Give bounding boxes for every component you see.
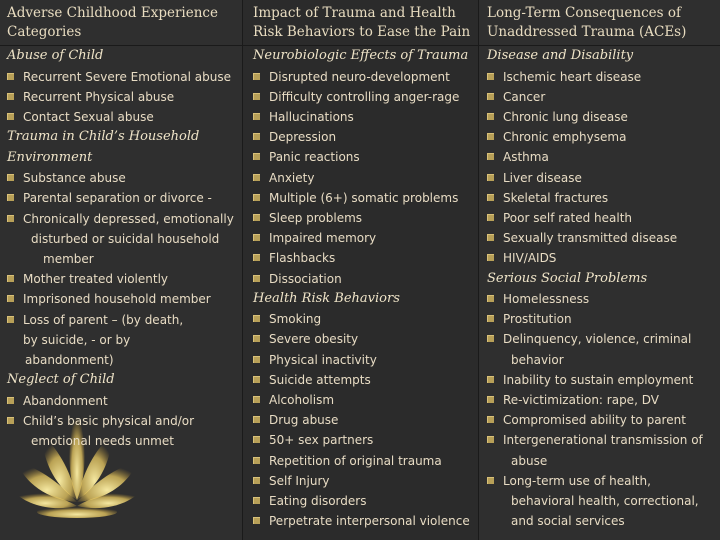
list-item — [487, 127, 716, 147]
square-bullet-icon — [253, 93, 260, 100]
square-bullet-icon — [253, 174, 260, 181]
square-bullet-icon — [487, 194, 494, 201]
square-bullet-icon — [7, 316, 14, 323]
square-bullet-icon — [487, 295, 494, 302]
square-bullet-icon — [253, 254, 260, 261]
section-title: Serious Social Problems — [487, 270, 648, 286]
square-bullet-icon — [7, 73, 14, 80]
item-text: Abandonment — [23, 393, 108, 408]
square-bullet-icon — [487, 254, 494, 261]
item-text: Suicide attempts — [269, 372, 371, 387]
square-bullet-icon — [7, 275, 14, 282]
item-text: Prostitution — [503, 312, 572, 327]
item-text: Perpetrate interpersonal violence — [269, 514, 470, 529]
list-item — [253, 370, 475, 390]
item-text: Self Injury — [269, 473, 330, 488]
list-item — [7, 107, 239, 127]
square-bullet-icon — [253, 73, 260, 80]
item-text: Contact Sexual abuse — [23, 109, 154, 124]
square-bullet-icon — [253, 335, 260, 342]
list-item — [253, 451, 475, 471]
bullet-list — [253, 309, 475, 531]
list-item — [253, 491, 475, 511]
square-bullet-icon — [487, 376, 494, 383]
square-bullet-icon — [487, 315, 494, 322]
section-title-line: Trauma in Child’s Household — [7, 129, 200, 145]
square-bullet-icon — [487, 113, 494, 120]
item-text: Alcoholism — [269, 393, 335, 408]
square-bullet-icon — [487, 436, 494, 443]
item-text: Long-term use of health, — [503, 473, 651, 488]
header-line: Categories — [7, 24, 82, 40]
item-text: Depression — [269, 130, 337, 145]
list-item — [487, 309, 716, 329]
square-bullet-icon — [253, 436, 260, 443]
square-bullet-icon — [253, 194, 260, 201]
header-line: Adverse Childhood Experience — [7, 5, 218, 21]
square-bullet-icon — [253, 517, 260, 524]
item-text-continued: abuse — [511, 453, 548, 468]
list-item — [487, 208, 716, 228]
list-item — [253, 208, 475, 228]
list-item — [253, 127, 475, 147]
item-text: Panic reactions — [269, 150, 360, 165]
square-bullet-icon — [487, 234, 494, 241]
item-text: Impaired memory — [269, 231, 377, 246]
square-bullet-icon — [253, 376, 260, 383]
header-line: Unaddressed Trauma (ACEs) — [487, 24, 687, 40]
square-bullet-icon — [7, 113, 14, 120]
item-text-continued: and social services — [511, 514, 625, 529]
list-item — [7, 188, 239, 208]
list-item — [487, 370, 716, 390]
square-bullet-icon — [7, 417, 14, 424]
bullet-list — [7, 168, 239, 370]
column-header — [243, 0, 479, 46]
item-text: Substance abuse — [23, 171, 126, 186]
section-title — [7, 127, 239, 168]
list-item — [253, 147, 475, 167]
item-text: Repetition of original trauma — [269, 453, 442, 468]
list-item — [487, 289, 716, 309]
column-adverse-experiences — [0, 0, 243, 540]
item-text: Delinquency, violence, criminal — [503, 332, 692, 347]
item-text: Smoking — [269, 312, 322, 327]
list-item — [253, 511, 475, 531]
list-item — [7, 289, 239, 309]
list-item — [253, 410, 475, 430]
item-text-continued: abandonment) — [25, 352, 114, 367]
square-bullet-icon — [253, 214, 260, 221]
column-header — [0, 0, 243, 46]
square-bullet-icon — [253, 416, 260, 423]
square-bullet-icon — [487, 335, 494, 342]
column-impact-of-trauma — [243, 0, 479, 540]
item-text: HIV/AIDS — [503, 251, 557, 266]
item-text: Difficulty controlling anger-rage — [269, 89, 460, 104]
square-bullet-icon — [253, 234, 260, 241]
item-text: Sexually transmitted disease — [503, 231, 678, 246]
square-bullet-icon — [487, 396, 494, 403]
section-title: Abuse of Child — [7, 48, 104, 63]
square-bullet-icon — [7, 295, 14, 302]
square-bullet-icon — [253, 315, 260, 322]
list-item — [253, 248, 475, 268]
list-item — [253, 269, 475, 289]
item-text: Anxiety — [269, 170, 315, 185]
list-item — [253, 67, 475, 87]
square-bullet-icon — [487, 174, 494, 181]
list-item — [487, 410, 716, 430]
item-text: Chronic lung disease — [503, 109, 628, 124]
header-line: Long-Term Consequences of — [487, 5, 681, 21]
square-bullet-icon — [253, 356, 260, 363]
square-bullet-icon — [487, 73, 494, 80]
item-text: Chronic emphysema — [503, 130, 627, 145]
item-text: Dissociation — [269, 271, 342, 286]
item-text: Cancer — [503, 89, 546, 104]
item-text: Recurrent Severe Emotional abuse — [23, 69, 231, 84]
list-item — [253, 309, 475, 329]
list-item — [487, 471, 716, 532]
item-text-continued: disturbed or suicidal household — [31, 231, 220, 246]
item-text: Parental separation or divorce - — [23, 191, 212, 206]
square-bullet-icon — [253, 497, 260, 504]
header-line: Impact of Trauma and Health — [253, 5, 456, 21]
item-text: Homelessness — [503, 292, 590, 307]
item-text: Re-victimization: rape, DV — [503, 393, 659, 408]
square-bullet-icon — [487, 153, 494, 160]
square-bullet-icon — [7, 93, 14, 100]
list-item — [7, 209, 239, 270]
list-item — [487, 390, 716, 410]
square-bullet-icon — [487, 214, 494, 221]
square-bullet-icon — [253, 396, 260, 403]
square-bullet-icon — [487, 93, 494, 100]
section-title: Health Risk Behaviors — [253, 290, 400, 306]
item-text-continued: by suicide, - or by — [23, 332, 131, 347]
bullet-list — [487, 289, 716, 531]
list-item — [253, 390, 475, 410]
list-item — [487, 67, 716, 87]
bullet-list — [487, 67, 716, 269]
list-item — [7, 269, 239, 289]
list-item — [253, 350, 475, 370]
bullet-list — [253, 67, 475, 289]
square-bullet-icon — [253, 133, 260, 140]
list-item — [7, 87, 239, 107]
item-text: Multiple (6+) somatic problems — [269, 190, 459, 205]
item-text: Imprisoned household member — [23, 292, 211, 307]
item-text-continued: member — [43, 251, 94, 266]
header-line: Risk Behaviors to Ease the Pain — [253, 24, 471, 40]
item-text: Chronically depressed, emotionally — [23, 211, 234, 226]
list-item — [487, 248, 716, 268]
square-bullet-icon — [253, 477, 260, 484]
square-bullet-icon — [7, 397, 14, 404]
section-title: Disease and Disability — [487, 48, 634, 63]
item-text: Intergenerational transmission of — [503, 433, 703, 448]
list-item — [487, 147, 716, 167]
square-bullet-icon — [487, 477, 494, 484]
item-text: Sleep problems — [269, 210, 363, 225]
item-text: Drug abuse — [269, 413, 339, 428]
item-text: Flashbacks — [269, 251, 336, 266]
square-bullet-icon — [487, 133, 494, 140]
item-text: Skeletal fractures — [503, 190, 609, 205]
list-item — [487, 107, 716, 127]
column-header — [479, 0, 720, 46]
item-text: Recurrent Physical abuse — [23, 89, 175, 104]
item-text: 50+ sex partners — [269, 433, 374, 448]
list-item — [7, 168, 239, 188]
list-item — [253, 188, 475, 208]
column-long-term-consequences — [479, 0, 720, 540]
square-bullet-icon — [253, 457, 260, 464]
list-item — [7, 391, 239, 411]
item-text: Ischemic heart disease — [503, 69, 642, 84]
item-text-continued: emotional needs unmet — [31, 434, 174, 449]
square-bullet-icon — [7, 215, 14, 222]
list-item — [487, 87, 716, 107]
list-item — [253, 107, 475, 127]
section-title: Neglect of Child — [7, 372, 115, 388]
item-text-continued: behavioral health, correctional, — [511, 494, 699, 509]
list-item — [253, 87, 475, 107]
square-bullet-icon — [253, 153, 260, 160]
bullet-list — [7, 67, 239, 128]
square-bullet-icon — [253, 275, 260, 282]
item-text: Mother treated violently — [23, 272, 169, 287]
list-item — [487, 228, 716, 248]
item-text: Child’s basic physical and/or — [23, 413, 195, 428]
list-item — [7, 67, 239, 87]
item-text: Compromised ability to parent — [503, 413, 686, 428]
item-text: Physical inactivity — [269, 352, 377, 367]
list-item — [253, 471, 475, 491]
section-title: Neurobiologic Effects of Trauma — [253, 48, 469, 63]
bullet-list — [7, 391, 239, 452]
list-item — [487, 168, 716, 188]
list-item — [7, 411, 239, 451]
item-text-continued: behavior — [511, 352, 564, 367]
list-item — [487, 188, 716, 208]
list-item — [253, 430, 475, 450]
square-bullet-icon — [487, 416, 494, 423]
section-title-line: Environment — [7, 149, 93, 165]
square-bullet-icon — [253, 113, 260, 120]
list-item — [7, 310, 239, 371]
item-text: Loss of parent – (by death, — [23, 312, 184, 327]
list-item — [253, 329, 475, 349]
item-text: Poor self rated health — [503, 210, 633, 225]
item-text: Hallucinations — [269, 109, 354, 124]
list-item — [253, 168, 475, 188]
item-text: Severe obesity — [269, 332, 359, 347]
square-bullet-icon — [7, 174, 14, 181]
list-item — [253, 228, 475, 248]
item-text: Disrupted neuro-development — [269, 69, 450, 84]
square-bullet-icon — [7, 194, 14, 201]
item-text: Eating disorders — [269, 494, 367, 509]
list-item — [487, 329, 716, 369]
item-text: Inability to sustain employment — [503, 372, 694, 387]
list-item — [487, 430, 716, 470]
item-text: Liver disease — [503, 170, 582, 185]
item-text: Asthma — [503, 150, 549, 165]
